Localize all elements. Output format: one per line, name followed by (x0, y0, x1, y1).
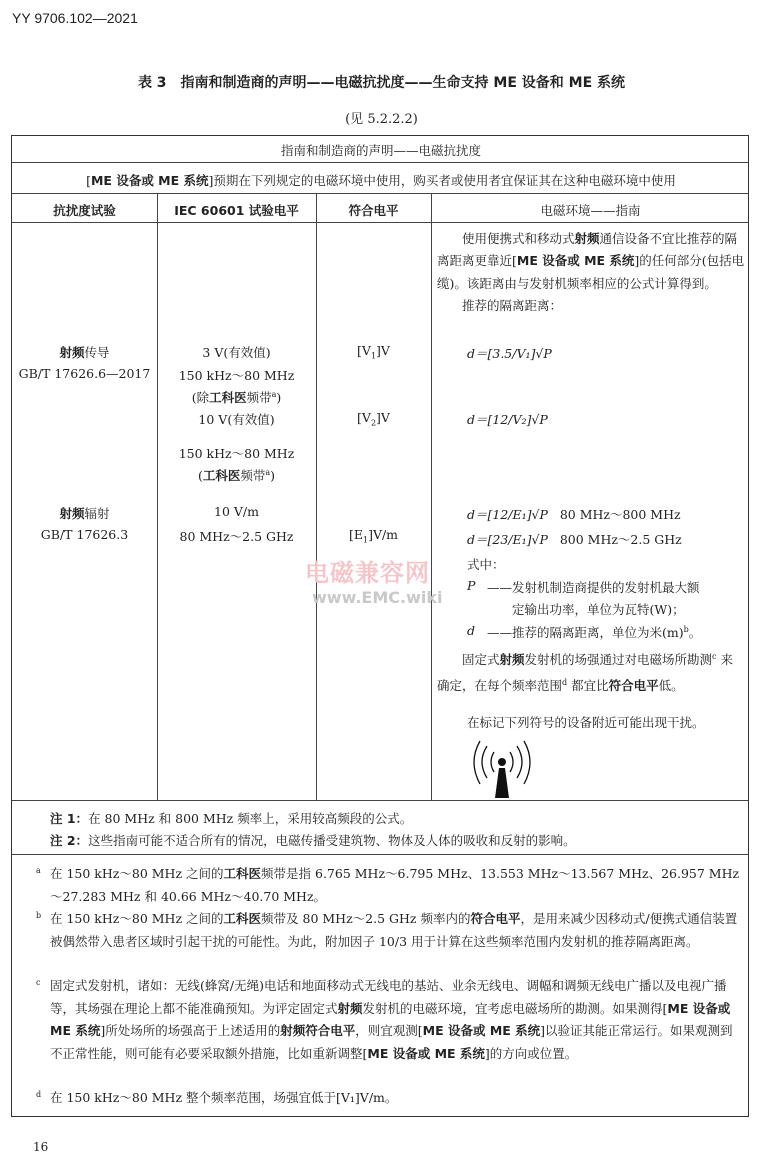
conducted-rf-standard: GB/T 17626.6—2017 (18, 366, 151, 381)
compliance-v1: $[V_1]V$ (357, 343, 390, 361)
note-1: 注 1：在 80 MHz 和 800 MHz 频率上，采用较高频段的公式。 (50, 811, 413, 826)
bold-term: 射频符合电平 (280, 1023, 356, 1038)
row-divider (12, 193, 748, 194)
col-divider (431, 193, 432, 800)
conducted-rf-label: 射频传导 (59, 345, 110, 360)
text-segment: 在 150 kHz～80 MHz 之间的 (50, 866, 224, 881)
text-segment: ]预期在下列规定的电磁环境中使用，购买者或使用者宜保证其在这种电磁环境中使用 (208, 173, 676, 188)
test-level-8: 80 MHz～2.5 GHz (179, 529, 294, 544)
text-segment: 通信设备不宜比推荐的隔离距离更靠近[ (437, 231, 738, 269)
watermark-url: www.EMC.wiki (312, 588, 443, 607)
col-header-compliance: 符合电平 (348, 203, 399, 218)
text-segment: 都宜比 (567, 677, 609, 693)
text-segment: ，是用来减少因移动式/便携式通信装置被偶然带入患者区域时引起干扰的可能性。为此，附加因子 10/3 用于计算在这些频率范围内发射机的推荐隔离距离。 (50, 911, 738, 949)
radiated-rf-standard: GB/T 17626.3 (40, 527, 129, 542)
text-segment: 固定式发射机，诸如：无线(蜂窝/无绳)电话和地面移动式无线电的基站、业余无线电、调幅和调频无线电广播以及电视广播等，其场强在理论上都不能准确预知。为评定固定式 (50, 978, 727, 1016)
text-segment: 固定式 (462, 652, 500, 668)
formula-radiated-2: d＝[23/E₁]√P 800 MHz～2.5 GHz (467, 532, 682, 547)
footnote-d: d 在 150 kHz～80 MHz 整个频率范围，场强宜低于[V₁]V/m。 (36, 1090, 398, 1105)
intro-row (12, 171, 750, 189)
bold-term: 射频 (337, 1000, 363, 1016)
bold-term: 射频 (499, 652, 525, 668)
text-segment: 频带是指 6.765 MHz～6.795 MHz、13.553 MHz～13.567 MHz、26.957 MHz～27.283 MHz 和 40.66 MHz～40.70 MHz。 (50, 866, 740, 904)
compliance-v2: $[V_2]V$ (357, 410, 390, 428)
note-2: 注 2：这些指南可能不适合所有的情况，电磁传播受建筑物、物体及人体的吸收和反射的影响。 (50, 833, 576, 848)
table-reference: (见 5.2.2.2) (345, 112, 418, 127)
text-segment: ]所处场所的场强高于上述适用的 (100, 1023, 281, 1038)
text-segment: 来确定，在每个频率范围 (437, 652, 734, 693)
col-divider (316, 193, 317, 800)
test-level-3: (除工科医频带$^a$) (191, 389, 282, 405)
guidance-para-2: 推荐的隔离距离： (462, 298, 563, 314)
col-header-test: 抗扰度试验 (53, 203, 116, 218)
text-segment: 在 150 kHz～80 MHz 整个频率范围，场强宜低于[V₁]V/m。 (50, 1090, 398, 1105)
definition-d: ——推荐的隔离距离，单位为米$(m)^b$。 (487, 624, 702, 640)
symbol-p: P (467, 578, 476, 593)
radiated-rf-label: 射频辐射 (59, 506, 110, 521)
col-header-test-level: IEC 60601 试验电平 (174, 203, 299, 218)
non-ionizing-radiation-icon (468, 740, 536, 800)
watermark-text: 电磁兼容网 (305, 559, 430, 587)
caption-row: 指南和制造商的声明——电磁抗扰度 (280, 143, 481, 158)
page-number: 16 (33, 1140, 49, 1154)
text-segment: 低。 (658, 677, 684, 693)
text-segment: 使用便携式和移动式 (462, 231, 575, 246)
definition-p-2: 定输出功率，单位为瓦特(W)； (512, 602, 685, 617)
footnote-c: c 固定式发射机，诸如：无线(蜂窝/无绳)电话和地面移动式无线电的基站、业余无线电、调幅和调频无线电广播以及电视广播等，其场强在理论上都不能准确预知。为评定固定式射频发射机的电磁环境，宜考虑电磁场所的勘测。如果测得[ME 设备或 ME 系统]所处场所的场强高于上述适用的射频符合电平，则宜观测[ME 设备或 ME 系统]以验证其能正常运行。如果观测到不正常性能，则可能有必要采取额外措施，比如重新调整[ME 设备或 ME 系统]的方向或位置。 (36, 978, 733, 1061)
guidance-para-4: 在标记下列符号的设备附近可能出现干扰。 (467, 715, 705, 730)
bold-term: ME 设备或 ME 系统 (516, 253, 635, 269)
text-segment: [ (86, 173, 91, 188)
footnote-ref: d (562, 677, 568, 687)
text-segment: 在 150 kHz～80 MHz 之间的 (50, 911, 224, 926)
test-level-5: 150 kHz～80 MHz (178, 446, 295, 461)
text-segment: 发射机的电磁环境，宜考虑电磁场所的勘测。如果测得[ (362, 1000, 668, 1016)
guidance-para-3 (437, 646, 745, 697)
text-segment: 发射机的场强通过对电磁场所勘测 (524, 652, 713, 668)
col-header-guidance: 电磁环境——指南 (540, 203, 641, 218)
footnote-a: a 在 150 kHz～80 MHz 之间的工科医频带是指 6.765 MHz～6.795 MHz、13.553 MHz～13.567 MHz、26.957 MHz～27.283 MHz 和 40.66 MHz～40.70 MHz。 (36, 866, 740, 904)
footnote-b: b 在 150 kHz～80 MHz 之间的工科医频带及 80 MHz～2.5 GHz 频率内的符合电平，是用来减少因移动式/便携式通信装置被偶然带入患者区域时引起干扰的可能性。为此，附加因子 10/3 用于计算在这些频率范围内发射机的推荐隔离距离。 (36, 911, 738, 949)
text-segment: 频带及 80 MHz～2.5 GHz 频率内的 (261, 911, 471, 926)
bold-term: ME 设备或 ME 系统 (367, 1045, 485, 1061)
test-level-7: 10 V/m (214, 504, 259, 519)
test-level-2: 150 kHz～80 MHz (178, 368, 295, 383)
standard-number: YY 9706.102—2021 (12, 10, 138, 26)
bold-term: 符合电平 (470, 911, 521, 926)
col-divider (157, 193, 158, 800)
bold-term: ME 设备或 ME 系统 (422, 1023, 541, 1038)
bold-term: ME 设备或 ME 系统 (50, 1000, 731, 1038)
row-divider (12, 854, 748, 855)
table-title: 表 3 指南和制造商的声明——电磁抗扰度——生命支持 ME 设备和 ME 系统 (137, 75, 626, 91)
bold-term: 射频 (574, 231, 600, 246)
row-divider (12, 800, 748, 801)
guidance-column (437, 228, 745, 318)
where-label: 式中： (467, 557, 505, 572)
text-segment: ]以验证其能正常运行。如果观测到不正常性能，则可能有必要采取额外措施，比如重新调整[ (50, 1023, 733, 1061)
test-level-6: (工科医频带$^a$) (197, 467, 276, 483)
definition-p-1: ——发射机制造商提供的发射机最大额 (487, 580, 700, 595)
text-segment: ]的方向或位置。 (484, 1045, 578, 1061)
footnote-ref: c (712, 652, 717, 661)
bold-term: 符合电平 (608, 677, 659, 693)
text-segment: ，则宜观测[ (355, 1023, 423, 1038)
row-divider (12, 222, 748, 223)
text-segment: ]的任何部分(包括电缆)。该距离由与发射机频率相应的公式计算得到。 (437, 253, 745, 291)
bold-term: ME 设备或 ME 系统 (90, 173, 209, 188)
test-level-4: 10 V(有效值) (198, 412, 275, 427)
bold-term: 工科医 (223, 866, 262, 881)
symbol-d: d (467, 623, 476, 638)
formula-conducted-2: d＝[12/V₂]√P (467, 412, 548, 427)
bold-term: 工科医 (223, 911, 262, 926)
row-divider (12, 162, 748, 163)
test-level-1: 3 V(有效值) (202, 345, 271, 360)
guidance-para-1 (437, 228, 745, 295)
formula-radiated-1: d＝[12/E₁]√P 80 MHz～800 MHz (467, 507, 681, 522)
formula-conducted-1: d＝[3.5/V₁]√P (467, 346, 552, 361)
compliance-e1: $[E_1]V/m$ (348, 527, 399, 545)
